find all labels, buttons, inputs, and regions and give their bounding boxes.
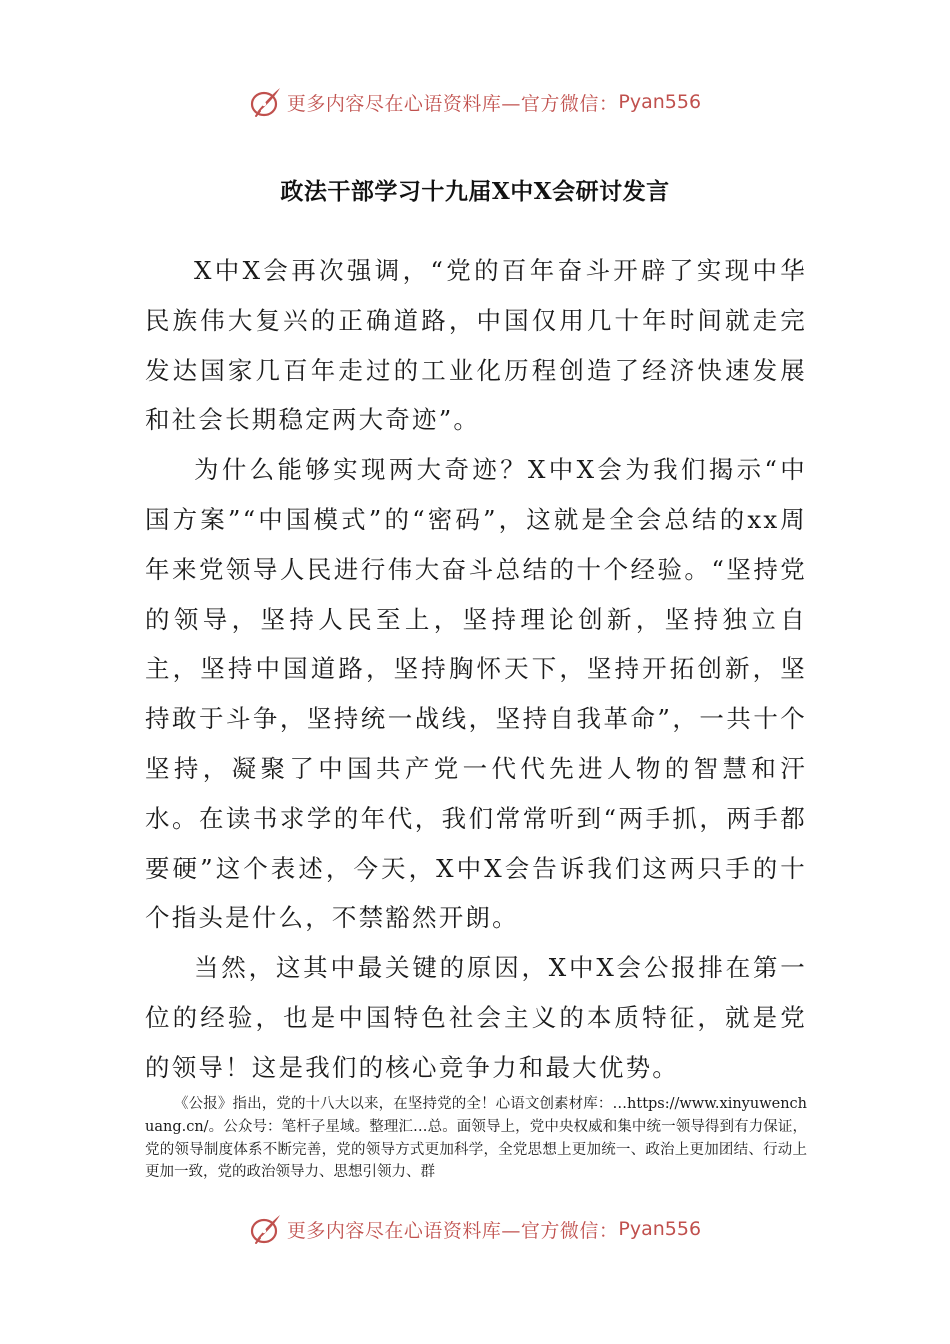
banner-wechat-handle: Pyan556 [618,1218,702,1240]
banner-text: 更多内容尽在心语资料库—官方微信： [286,1219,619,1242]
banner-text: 更多内容尽在心语资料库—官方微信： [286,92,619,115]
quill-pen-logo-icon [249,85,283,119]
header-banner [0,82,950,122]
document-title: 政法干部学习十九届X中X会研讨发言 [280,178,670,205]
body-paragraph: 为什么能够实现两大奇迹？X中X会为我们揭示“中国方案”“中国模式”的“密码”，这就是全会总结的xx周年来党领导人民进行伟大奋斗总结的十个经验。“坚持党的领导，坚持人民至上，坚持理论创新，坚持独立自主，坚持中国道路，坚持胸怀天下，坚持开拓创新，坚持敢于斗争，坚持统一战线，坚持自我革命”，一共十个坚持，凝聚了中国共产党一代代先进人物的智慧和汗水。在读书求学的年代，我们常常听到“两手抓，两手都要硬”这个表述，今天，X中X会告诉我们这两只手的十个指头是什么，不禁豁然开朗。 [145,455,807,933]
document-body [145,246,807,1093]
footer-banner [0,1209,950,1249]
body-paragraph: 当然，这其中最关键的原因，X中X会公报排在第一位的经验，也是中国特色社会主义的本质特征，就是党的领导！这是我们的核心竞争力和最大优势。 [145,953,807,1082]
body-paragraph: X中X会再次强调，“党的百年奋斗开辟了实现中华民族伟大复兴的正确道路，中国仅用几十年时间就走完发达国家几百年走过的工业化历程创造了经济快速发展和社会长期稳定两大奇迹”。 [145,256,807,435]
small-print-section [145,1093,807,1184]
banner-wechat-handle: Pyan556 [618,91,702,113]
quill-pen-logo-icon [249,1212,283,1246]
small-print-paragraph: 《公报》指出，党的十八大以来，在坚持党的全！心语文创素材库：…https://www.xinyuwenchuang.cn/。公众号：笔杆子星域。整理汇…总。面领导上，党中央权威和集中统一领导得到有力保证，党的领导制度体系不断完善，党的领导方式更加科学，全党思想上更加统一、政治上更加团结、行动上更加一致，党的政治领导力、思想引领力、群 [145,1096,807,1181]
